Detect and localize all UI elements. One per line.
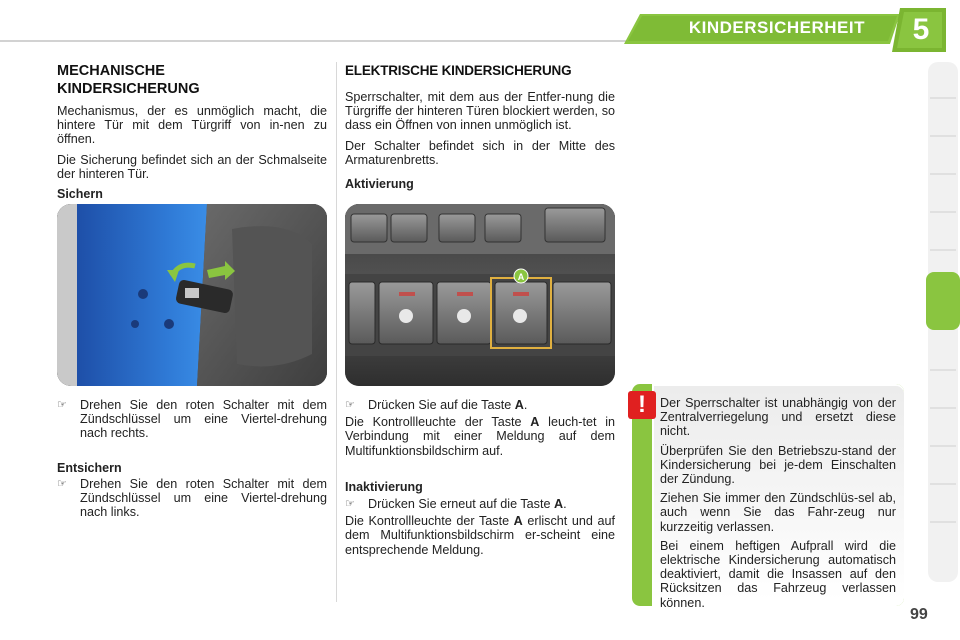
subheading-aktivierung: Aktivierung [345, 177, 414, 192]
warning-paragraph: Ziehen Sie immer den Zündschlüs-sel ab, auch wenn Sie das Fahr-zeug nur kurzzeitig verlassen. [660, 491, 896, 534]
paragraph [345, 415, 615, 458]
middle-column-bottom [345, 398, 615, 557]
chapter-tabs [926, 62, 960, 582]
subheading-entsichern: Entsichern [57, 460, 122, 475]
pointing-hand-icon: ☞ [57, 477, 67, 490]
text-part: Die Kontrollleuchte der Taste [345, 415, 531, 430]
instruction-bullet [57, 398, 327, 441]
subheading-sichern: Sichern [57, 187, 103, 202]
warning-text [660, 396, 896, 615]
middle-column-top [345, 62, 615, 191]
pointing-hand-icon: ☞ [345, 498, 355, 511]
section-heading-line2: KINDERSICHERUNG [57, 81, 200, 97]
door-lock-illustration [57, 204, 327, 386]
left-column-bottom [57, 398, 327, 519]
warning-paragraph: Überprüfen Sie den Betriebszu-stand der Kindersicherung bei je-dem Einschalten der Zündung. [660, 443, 896, 487]
paragraph: Die Sicherung befindet sich an der Schmalseite der hinteren Tür. [57, 152, 327, 181]
instruction-bullet [57, 477, 327, 520]
section-heading: ELEKTRISCHE KINDERSICHERUNG [345, 63, 572, 78]
instruction-text: Drücken Sie erneut auf die Taste [368, 497, 554, 512]
text-part: erlischt und auf dem Multifunktionsbildschirm er-scheint eine entsprechende Meldung. [345, 514, 615, 557]
pointing-hand-icon: ☞ [345, 399, 355, 411]
warning-paragraph: Der Sperrschalter ist unabhängig von der Zentralverriegelung und ersetzt diese nicht. [660, 396, 896, 439]
key-reference: A [554, 497, 564, 512]
key-reference: A [514, 398, 524, 412]
column-divider [336, 62, 337, 602]
text-part: Die Kontrollleuchte der Taste [345, 514, 514, 529]
instruction-text-end: . [523, 398, 528, 412]
warning-icon: ! [628, 391, 656, 419]
pointing-hand-icon: ☞ [57, 399, 67, 411]
key-reference: A [530, 415, 540, 430]
section-heading: MECHANISCHE [57, 63, 165, 79]
chapter-number: 5 [912, 13, 930, 46]
paragraph: Der Schalter befindet sich in der Mitte des Armaturenbretts. [345, 138, 615, 167]
page-number: 99 [910, 606, 928, 623]
instruction-text: Drücken Sie auf die Taste [368, 398, 515, 412]
instruction-bullet [345, 497, 615, 511]
dashboard-switch-photo [345, 204, 615, 386]
left-column-top [57, 62, 327, 201]
instruction-text-end: . [563, 497, 567, 512]
switch-panel-illustration [345, 204, 615, 386]
paragraph: Sperrschalter, mit dem aus der Entfer-nung die Türgriffe der hinteren Türen blockiert werden, so dass ein Öffnen von innen unmöglich ist. [345, 90, 615, 133]
instruction-text: Drehen Sie den roten Schalter mit dem Zündschlüssel um eine Viertel-drehung nach links. [80, 476, 327, 520]
subheading-inaktivierung: Inaktivierung [345, 479, 423, 494]
door-lock-photo [57, 204, 327, 386]
instruction-bullet [345, 398, 615, 412]
text-part: leuch-tet in Verbindung mit einer Meldung auf dem Multifunktionsbildschirm auf. [345, 415, 615, 458]
chapter-title: KINDERSICHERHEIT [688, 18, 865, 37]
paragraph [345, 514, 615, 557]
warning-paragraph: Bei einem heftigen Aufprall wird die elektrische Kindersicherung automatisch deaktiviert, damit die Insassen auf den Rücksitzen das Fahrzeug verlassen können. [660, 538, 896, 610]
paragraph: Mechanismus, der es unmöglich macht, die hintere Tür mit dem Türgriff von in-nen zu öffnen. [57, 104, 327, 147]
key-reference: A [513, 514, 523, 529]
switch-label-a: A [517, 272, 525, 282]
instruction-text: Drehen Sie den roten Schalter mit dem Zündschlüssel um eine Viertel-drehung nach rechts. [80, 398, 327, 441]
